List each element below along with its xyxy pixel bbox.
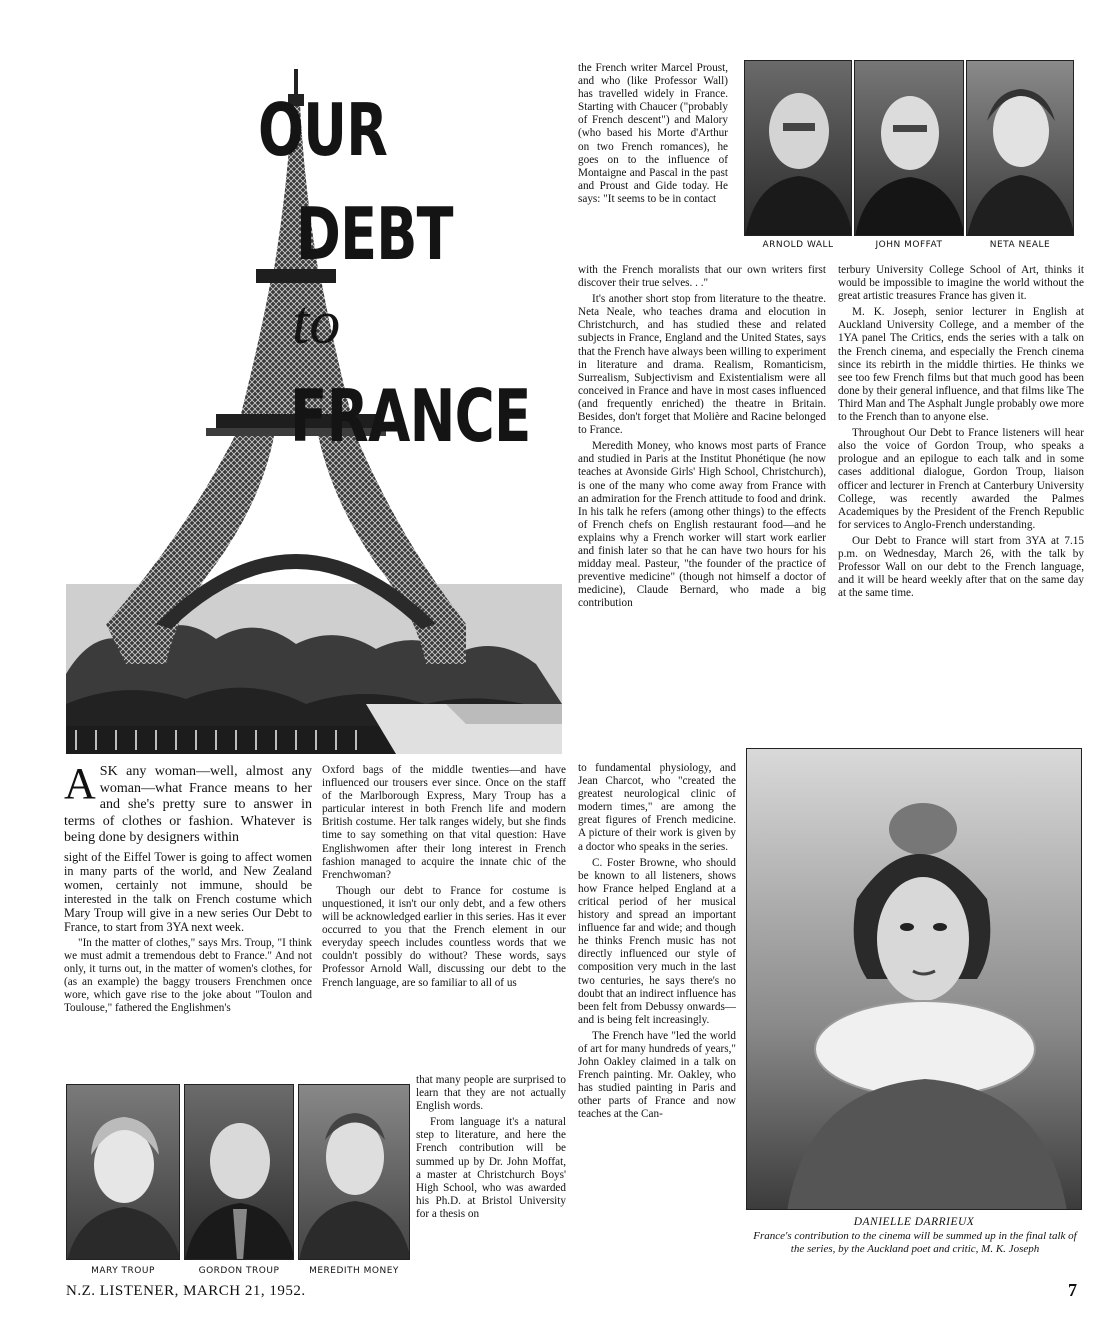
drop-cap: A [64, 759, 96, 808]
paragraph: Oxford bags of the middle twenties—and have influenced our trousers ever since. Once on the staff of the Marlborough Express, Mary Troup has a particular interest in both French life and modern British costume. Her talk ranges widely, but she finds time to say something on that vital question: Have Englishwomen after their long interest in French fashion managed to acquire the innate chic of the Frenchwoman? [322, 764, 566, 881]
paragraph: C. Foster Browne, who should be known to all listeners, shows how France helped England at a critical period of her musical history and spread an important influence far and wide; and though he thinks French music has not directly influenced our style of composition very much in the last two centuries, he says there's no doubt that an indirect influence has been felt from Debussy onwards—and is being felt increasingly. [578, 856, 736, 1026]
portrait-meredith-money [298, 1084, 410, 1260]
column-2 [322, 764, 566, 993]
danielle-darrieux-photo [746, 748, 1082, 1210]
portrait-icon [855, 61, 964, 236]
caption-mary-troup: MARY TROUP [91, 1266, 155, 1276]
caption-neta-neale: NETA NEALE [989, 240, 1051, 250]
portraits-top [744, 60, 1074, 256]
lead-text: SK any woman—well, almost any woman—what France means to her and she's pretty sure to answer in terms of clothes or fashion. Whatever is being done by designers within [64, 764, 312, 845]
lead-paragraph [64, 759, 312, 847]
portrait-icon [745, 61, 852, 236]
portrait-icon [299, 1085, 410, 1260]
column-4 [838, 264, 1084, 603]
footer-publication: N.Z. LISTENER, MARCH 21, 1952. [66, 1283, 306, 1299]
paragraph: sight of the Eiffel Tower is going to affect women in many parts of the world, and New Zealand women, certainly not immune, should be interested in the talk on French costume which Mary Troup will give in a new series Our Debt to France, to start from 3YA next week. [64, 849, 312, 934]
paragraph: the French writer Marcel Proust, and who (like Professor Wall) has travelled widely in France. Starting with Chaucer ("probably of French descent") and Malory (who based his Morte d'Arthur on two French romances), he goes on to the influence of Montaigne and Pascal in the past and Proust and Gide today. He says: "It seems to be in contact [578, 62, 728, 205]
column-3-narrow [578, 762, 736, 1125]
paragraph: From language it's a natural step to literature, and here the French contribution will be summed up by Dr. John Moffat, a master at Christchurch Boys' High School, who was awarded his Ph.D. at Bristol University for a thesis on [416, 1116, 566, 1220]
title-france: FRANCE [290, 374, 531, 458]
danielle-caption: France's contribution to the cinema will be summed up in the final talk of the series, by the Auckland poet and critic, M. K. Joseph [753, 1230, 1077, 1255]
paragraph: to fundamental physiology, and Jean Charcot, who "created the greatest neurological clinic of modern times," are among the great figures of French medicine. A picture of their work is given by a doctor who speaks in the series. [578, 762, 736, 853]
column-3 [578, 264, 826, 613]
portrait-icon [67, 1085, 180, 1260]
portrait-john-moffat [854, 60, 964, 236]
caption-john-moffat: JOHN MOFFAT [875, 240, 943, 250]
paragraph: that many people are surprised to learn that they are not actually English words. [416, 1074, 566, 1113]
column-1 [64, 759, 312, 1018]
title-debt: DEBT [296, 192, 453, 276]
paragraph: terbury University College School of Art, thinks it would be impossible to imagine the world without the great artistic treasures France has given it. [838, 264, 1084, 303]
paragraph: It's another short stop from literature to the theatre. Neta Neale, who teaches drama and elocution in Christchurch, and has studied these and related subjects in France, England and the United States, says that the French have always been willing to experiment in literature and drama. Realism, Romanticism, Surrealism, Subjectivism and Existentialism were all conceived in France and have in most cases influenced (and frequently enriched) the theatre in Britain. Besides, don't forget that Molière and Racine belonged to France. [578, 293, 826, 437]
portrait-icon [747, 749, 1082, 1210]
caption-arnold-wall: ARNOLD WALL [762, 240, 834, 250]
portrait-neta-neale [966, 60, 1074, 236]
portrait-icon [185, 1085, 294, 1260]
paragraph: "In the matter of clothes," says Mrs. Troup, "I think we must admit a tremendous debt to France." And not only, it turns out, in the matter of women's clothes, for (as an example) the baggy trousers Frenchmen once wore, which gave rise to the joke about "Toulon and Toulouse," fathered the Englishmen's [64, 936, 312, 1014]
paragraph: Though our debt to France for costume is unquestioned, it isn't our only debt, and a few others will be acknowledged earlier in this series. Has it ever occurred to you that the French element in our everyday speech includes countless words that we couldn't possibly do without? These words, says Professor Arnold Wall, discussing our debt to the French language, are so familiar to all of us [322, 884, 566, 989]
column-2-narrow [416, 1074, 566, 1224]
portrait-mary-troup [66, 1084, 180, 1260]
footer-page-number: 7 [1068, 1280, 1078, 1300]
column-3-top [578, 62, 728, 209]
paragraph: Meredith Money, who knows most parts of France and studied in Paris at the Institut Phonétique (he now teaches at Avonside Girls' High School, Christchurch), is one of the many who come away from France with an admiration for the French attitude to food and drink. In his talk he refers (among other things) to the effects of French chefs on English restaurant food—and he explains why a French worker will start work earlier and finish later so that he can have two hours for his midday meal. Pasteur, "the founder of the practice of preventive medicine" (though not himself a doctor of medicine), Claude Bernard, who made a big contribution [578, 440, 826, 610]
paragraph: with the French moralists that our own writers first discover their true selves. . ." [578, 264, 826, 290]
caption-meredith-money: MEREDITH MONEY [309, 1266, 399, 1276]
portraits-bottom [66, 1084, 410, 1280]
title-our: OUR [258, 88, 388, 172]
caption-gordon-troup: GORDON TROUP [198, 1266, 280, 1276]
portrait-icon [967, 61, 1074, 236]
danielle-name: DANIELLE DARRIEUX [853, 1216, 975, 1228]
title-to: to [292, 289, 341, 357]
paragraph: Throughout Our Debt to France listeners will hear also the voice of Gordon Troup, who speaks a prologue and an epilogue to each talk and in some cases additional dialogue, Gordon Troup, liaison officer and lecturer in French at Canterbury University College, was recently awarded the Palmes Academiques by the President of the French Republic for services to Anglo-French understanding. [838, 427, 1084, 531]
paragraph: The French have "led the world of art for many hundreds of years," John Oakley claimed in a talk on French painting. Mr. Oakley, who has studied painting in Paris and other parts of France and now teaches at the Can- [578, 1029, 736, 1121]
paragraph: M. K. Joseph, senior lecturer in English at Auckland University College, and a member of the 1YA panel The Critics, ends the series with a talk on the French cinema, and especially the French cinema since its rebirth in the middle thirties. He thinks we see too few French films but that much good has been done by their general influence, and that films like The Third Man and The Asphalt Jungle probably owe more to the French than to anyone else. [838, 306, 1084, 424]
portrait-gordon-troup [184, 1084, 294, 1260]
paragraph: Our Debt to France will start from 3YA at 7.15 p.m. on Wednesday, March 26, with the talk by Professor Wall on our debt to the French language, and it will be heard weekly after that on the same day at the same time. [838, 534, 1084, 600]
portrait-arnold-wall [744, 60, 852, 236]
